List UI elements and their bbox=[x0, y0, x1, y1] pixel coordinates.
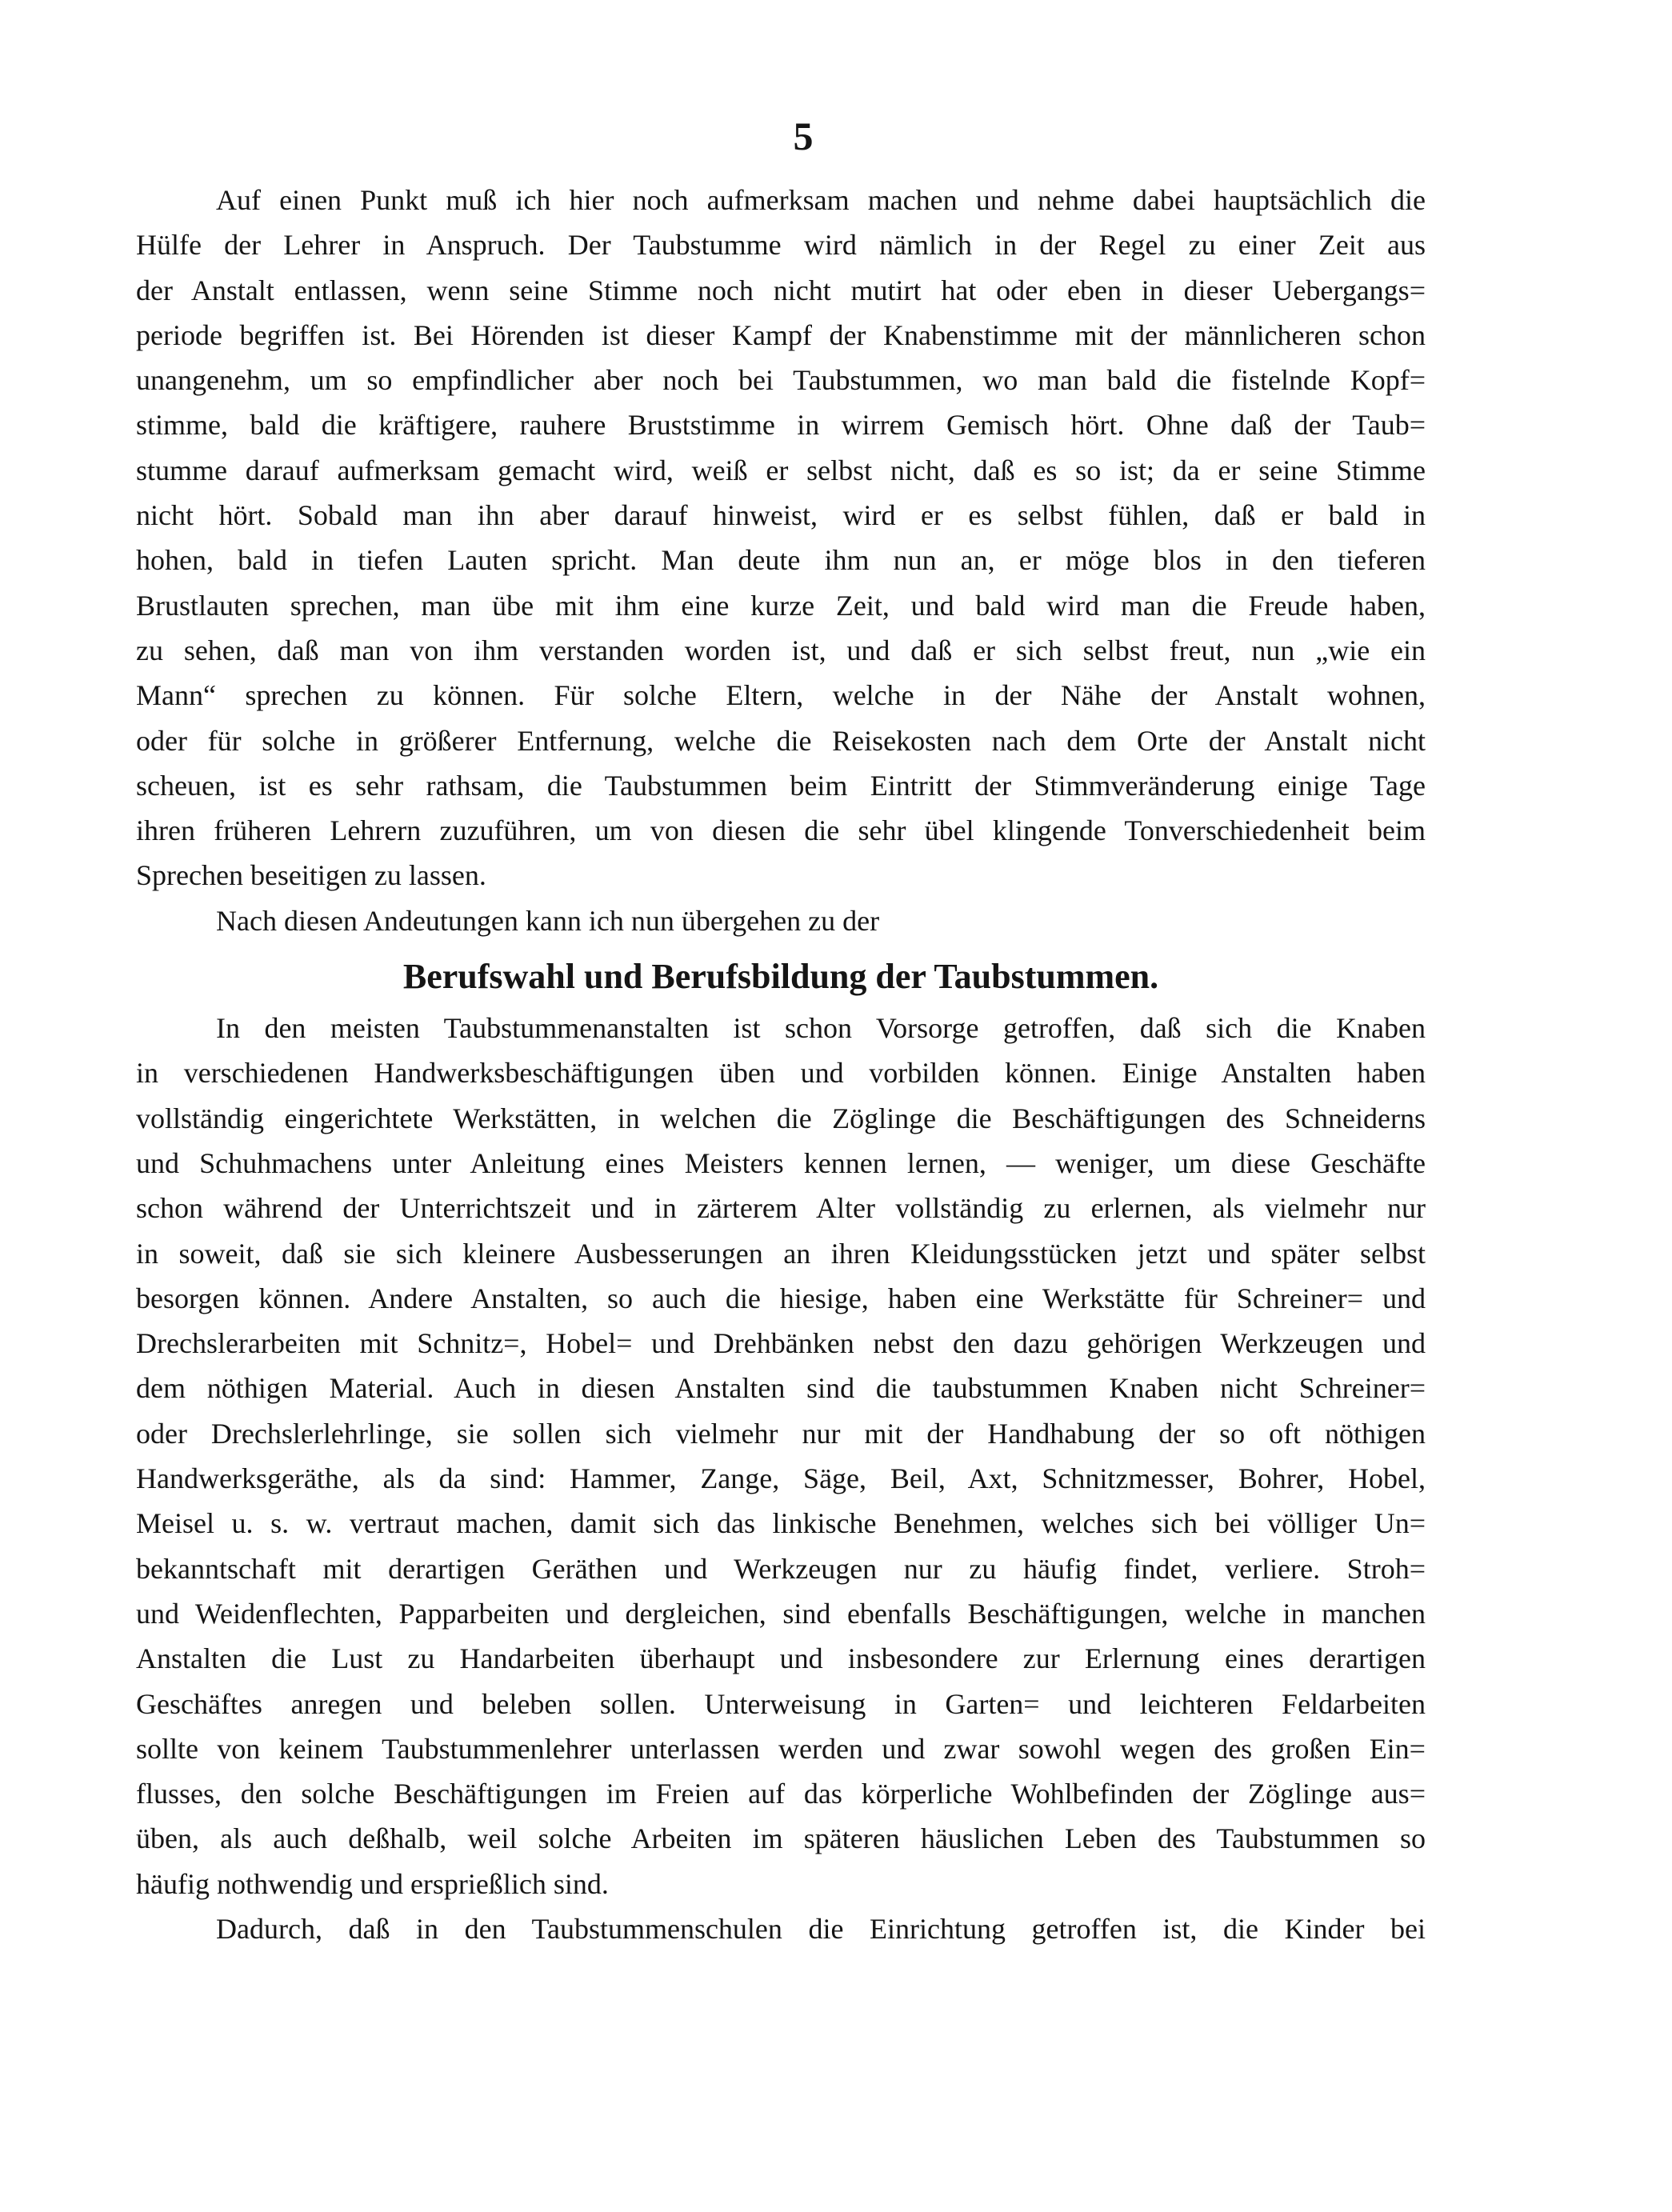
text-line: stimme, bald die kräftigere, rauhere Bruststimme in wirrem Gemisch hört. Ohne daß der Taub= bbox=[136, 409, 1426, 442]
text-line: dem nöthigen Material. Auch in diesen Anstalten sind die taubstummen Knaben nicht Schreiner= bbox=[136, 1372, 1426, 1405]
text-line: Auf einen Punkt muß ich hier noch aufmerksam machen und nehme dabei hauptsächlich die bbox=[216, 184, 1426, 216]
text-line: besorgen können. Andere Anstalten, so auch die hiesige, haben eine Werkstätte für Schreiner= und bbox=[136, 1282, 1426, 1314]
text-line: Mann“ sprechen zu können. Für solche Eltern, welche in der Nähe der Anstalt wohnen, bbox=[136, 679, 1426, 712]
paragraph bbox=[136, 1006, 1426, 1906]
text-line: periode begriffen ist. Bei Hörenden ist dieser Kampf der Knabenstimme mit der männlicheren schon bbox=[136, 318, 1426, 351]
page-number: 5 bbox=[793, 114, 814, 158]
text-line: häufig nothwendig und ersprießlich sind. bbox=[136, 1867, 609, 1900]
text-line: Anstalten die Lust zu Handarbeiten überhaupt und insbesondere zur Erlernung eines derartigen bbox=[136, 1642, 1426, 1675]
text-line: Hülfe der Lehrer in Anspruch. Der Taubstumme wird nämlich in der Regel zu einer Zeit aus bbox=[136, 229, 1426, 262]
text-line: unangenehm, um so empfindlicher aber noch bei Taubstummen, wo man bald die fistelnde Kopf= bbox=[136, 364, 1426, 397]
text-line: flusses, den solche Beschäftigungen im Freien auf das körperliche Wohlbefinden der Zöglinge aus= bbox=[136, 1778, 1426, 1810]
text-line: zu sehen, daß man von ihm verstanden worden ist, und daß er sich selbst freut, nun „wie ein bbox=[136, 634, 1426, 666]
text-line: in verschiedenen Handwerksbeschäftigungen üben und vorbilden können. Einige Anstalten haben bbox=[136, 1057, 1426, 1090]
text-line: Geschäftes anregen und beleben sollen. Unterweisung in Garten= und leichteren Feldarbeiten bbox=[136, 1687, 1426, 1720]
text-line: schon während der Unterrichtszeit und in zärterem Alter vollständig zu erlernen, als vielmehr nur bbox=[136, 1192, 1426, 1225]
text-line: In den meisten Taubstummenanstalten ist schon Vorsorge getroffen, daß sich die Knaben bbox=[216, 1012, 1426, 1045]
text-line: ihren früheren Lehrern zuzuführen, um von diesen die sehr übel klingende Tonverschiedenheit beim bbox=[136, 814, 1426, 847]
text-line: oder für solche in größerer Entfernung, welche die Reisekosten nach dem Orte der Anstalt nicht bbox=[136, 724, 1426, 757]
section-heading: Berufswahl und Berufsbildung der Taubstummen. bbox=[402, 957, 1159, 997]
text-line: üben, als auch deßhalb, weil solche Arbeiten im späteren häuslichen Leben des Taubstummen so bbox=[136, 1822, 1426, 1855]
text-line: stumme darauf aufmerksam gemacht wird, weiß er selbst nicht, daß es so ist; da er seine Stimme bbox=[136, 454, 1426, 486]
paragraph bbox=[136, 898, 1426, 943]
text-line: Drechslerarbeiten mit Schnitz=, Hobel= und Drehbänken nebst den dazu gehörigen Werkzeugen und bbox=[136, 1327, 1426, 1360]
paragraph bbox=[136, 1906, 1426, 1951]
text-line: und Weidenflechten, Papparbeiten und dergleichen, sind ebenfalls Beschäftigungen, welche in manchen bbox=[136, 1597, 1426, 1630]
text-line: hohen, bald in tiefen Lauten spricht. Man deute ihm nun an, er möge blos in den tieferen bbox=[136, 544, 1426, 577]
text-line: der Anstalt entlassen, wenn seine Stimme noch nicht mutirt hat oder eben in dieser Uebergangs= bbox=[136, 274, 1426, 306]
text-line: sollte von keinem Taubstummenlehrer unterlassen werden und zwar sowohl wegen des großen Ein= bbox=[136, 1732, 1426, 1765]
text-line: in soweit, daß sie sich kleinere Ausbesserungen an ihren Kleidungsstücken jetzt und später selbst bbox=[136, 1237, 1426, 1270]
text-line: Sprechen beseitigen zu lassen. bbox=[136, 859, 486, 892]
text-line: bekanntschaft mit derartigen Geräthen und Werkzeugen nur zu häufig findet, verliere. Stroh= bbox=[136, 1552, 1426, 1585]
text-line: Meisel u. s. w. vertraut machen, damit sich das linkische Benehmen, welches sich bei völliger Un= bbox=[136, 1507, 1426, 1540]
text-line: oder Drechslerlehrlinge, sie sollen sich vielmehr nur mit der Handhabung der so oft nöthigen bbox=[136, 1417, 1426, 1450]
body-text bbox=[136, 178, 1426, 1951]
text-line: Nach diesen Andeutungen kann ich nun übergehen zu der bbox=[216, 904, 880, 937]
text-line: vollständig eingerichtete Werkstätten, in welchen die Zöglinge die Beschäftigungen des Schneiderns bbox=[136, 1102, 1426, 1134]
text-line: nicht hört. Sobald man ihn aber darauf hinweist, wird er es selbst fühlen, daß er bald in bbox=[136, 499, 1426, 532]
text-line: Dadurch, daß in den Taubstummenschulen die Einrichtung getroffen ist, die Kinder bei bbox=[216, 1912, 1426, 1945]
text-line: Handwerksgeräthe, als da sind: Hammer, Zange, Säge, Beil, Axt, Schnitzmesser, Bohrer, Hobel, bbox=[136, 1462, 1426, 1495]
text-line: scheuen, ist es sehr rathsam, die Taubstummen beim Eintritt der Stimmveränderung einige Tage bbox=[136, 769, 1426, 802]
text-line: und Schuhmachens unter Anleitung eines Meisters kennen lernen, — weniger, um diese Geschäfte bbox=[136, 1146, 1426, 1179]
paragraph bbox=[136, 178, 1426, 898]
text-line: Brustlauten sprechen, man übe mit ihm eine kurze Zeit, und bald wird man die Freude haben, bbox=[136, 589, 1426, 622]
